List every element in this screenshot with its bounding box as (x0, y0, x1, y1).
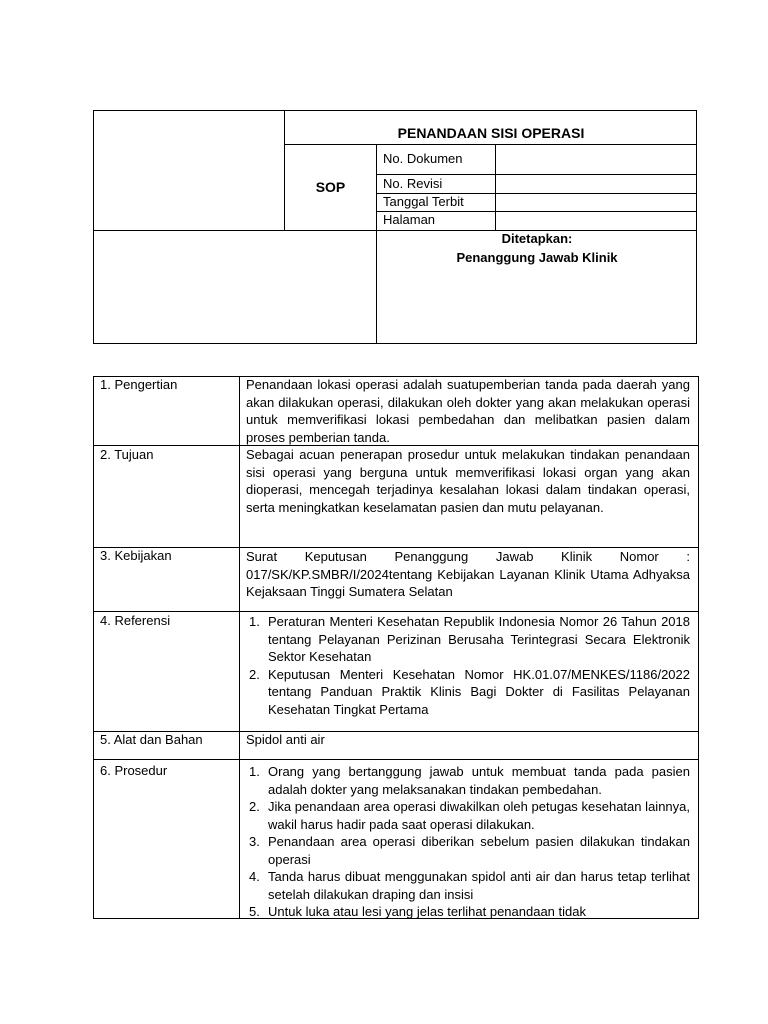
ditetapkan-label: Ditetapkan: (501, 231, 573, 246)
field-label-halaman: Halaman (383, 212, 436, 227)
section-label-alat: 5. Alat dan Bahan (100, 732, 203, 747)
section-text-tujuan: Sebagai acuan penerapan prosedur untuk melakukan tindakan penandaan sisi operasi yang berguna untuk memverifikasi lokasi organ yang akan dioperasi, mencegah terjadinya kesalahan lokasi dalam tindakan operasi, serta meningkatkan keselamatan pasien dan mutu pelayanan. (246, 447, 690, 515)
list-item-text: Orang yang bertanggung jawab untuk membuat tanda pada pasien adalah dokter yang melaksanakan tindakan pembedahan. (268, 764, 690, 797)
penanggung-jawab-label: Penanggung Jawab Klinik (456, 250, 618, 265)
list-item-text: Jika penandaan area operasi diwakilkan oleh petugas kesehatan lainnya, wakil harus hadir pada saat operasi dilakukan. (268, 799, 690, 832)
section-label-tujuan: 2. Tujuan (100, 447, 154, 462)
section-label-referensi: 4. Referensi (100, 613, 171, 628)
list-item: 1. Peraturan Menteri Kesehatan Republik Indonesia Nomor 26 Tahun 2018 tentang Pelayanan Perizinan Berusaha Terintegrasi Secara Elektronik Sektor Kesehatan (249, 614, 690, 664)
section-text-alat: Spidol anti air (246, 732, 325, 747)
list-item: 4. Tanda harus dibuat menggunakan spidol anti air dan harus tetap terlihat setelah dilakukan draping dan insisi (249, 869, 690, 902)
field-label-tanggal-terbit: Tanggal Terbit (383, 194, 464, 209)
section-label-prosedur: 6. Prosedur (100, 763, 168, 778)
document-title: PENANDAAN SISI OPERASI (397, 125, 585, 141)
list-item: 3. Penandaan area operasi diberikan sebelum pasien dilakukan tindakan operasi (249, 834, 690, 867)
section-text-pengertian: Penandaan lokasi operasi adalah suatupemberian tanda pada daerah yang akan dilakukan operasi, dilakukan oleh dokter yang akan melakukan operasi untuk memverifikasi lokasi pembedahan dan melibatkan pasien dalam proses pemberian tanda. (246, 377, 690, 445)
list-item-text: Keputusan Menteri Kesehatan Nomor HK.01.07/MENKES/1186/2022 tentang Panduan Praktik Klinis Bagi Dokter di Fasilitas Pelayanan Kesehatan Tingkat Pertama (268, 666, 690, 717)
referensi-list (246, 613, 690, 718)
list-item: 1. Orang yang bertanggung jawab untuk membuat tanda pada pasien adalah dokter yang melaksanakan tindakan pembedahan. (249, 764, 690, 797)
section-label-kebijakan: 3. Kebijakan (100, 548, 172, 563)
list-item-text: Untuk luka atau lesi yang jelas terlihat penandaan tidak (268, 904, 586, 918)
list-item-text: Penandaan area operasi diberikan sebelum pasien dilakukan tindakan operasi (268, 834, 690, 867)
list-item-text: Peraturan Menteri Kesehatan Republik Indonesia Nomor 26 Tahun 2018 tentang Pelayanan Perizinan Berusaha Terintegrasi Secara Elektronik Sektor Kesehatan (268, 614, 690, 664)
approval-area (94, 231, 376, 343)
field-label-no-revisi: No. Revisi (383, 176, 443, 191)
list-item: 2. Jika penandaan area operasi diwakilkan oleh petugas kesehatan lainnya, wakil harus hadir pada saat operasi dilakukan. (249, 799, 690, 832)
field-label-no-dokumen: No. Dokumen (383, 151, 463, 166)
section-text-kebijakan: Surat Keputusan Penanggung Jawab Klinik Nomor : 017/SK/KP.SMBR/I/2024tentang Kebijakan Layanan Klinik Utama Adhyaksa Kejaksaan Tinggi Sumatera Selatan (246, 549, 690, 599)
logo-area (94, 111, 284, 230)
section-label-pengertian: 1. Pengertian (100, 377, 178, 392)
sop-label: SOP (315, 179, 346, 195)
prosedur-list (246, 763, 690, 918)
list-item: 5. Untuk luka atau lesi yang jelas terlihat penandaan tidak (246, 903, 690, 918)
list-item-text: Tanda harus dibuat menggunakan spidol anti air dan harus tetap terlihat setelah dilakukan draping dan insisi (268, 869, 690, 902)
list-item: 2. Keputusan Menteri Kesehatan Nomor HK.01.07/MENKES/1186/2022 tentang Panduan Praktik Klinis Bagi Dokter di Fasilitas Pelayanan Kesehatan Tingkat Pertama (249, 666, 690, 717)
